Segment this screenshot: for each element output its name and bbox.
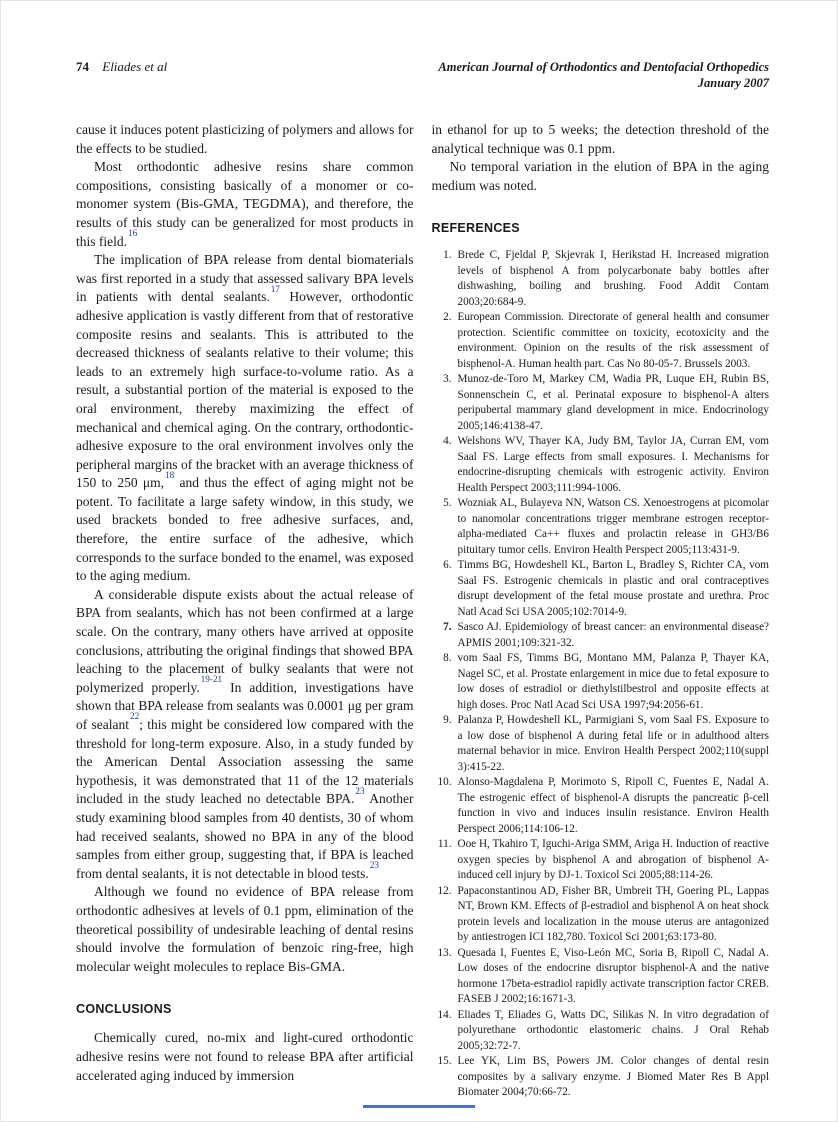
- reference-number: 9.: [443, 714, 452, 727]
- reference-text: Brede C, Fjeldal P, Skjevrak I, Herikstad H. Increased migration levels of bisphenol A from polycarbonate baby bottles after dishwashing, boiling and brushing. Food Addit Contam 2003;20:684-9.: [457, 249, 769, 308]
- citation-superscript[interactable]: 23: [355, 785, 365, 796]
- left-column: [76, 121, 414, 1101]
- reference-item: [432, 496, 770, 558]
- running-authors: Eliades et al: [102, 59, 168, 74]
- issue-date: January 2007: [697, 76, 769, 90]
- paragraph: in ethanol for up to 5 weeks; the detection threshold of the analytical technique was 0.1 ppm.: [431, 122, 769, 156]
- discussion-text: [76, 121, 414, 976]
- reference-text: Lee YK, Lim BS, Powers JM. Color changes of dental resin composites by a salivary enzyme. J Biomed Mater Res B Appl Biomater 2004;70:66-72.: [457, 1055, 769, 1099]
- citation-superscript[interactable]: 17: [270, 283, 280, 294]
- reference-item: [432, 884, 770, 946]
- conclusions-text: [76, 1029, 414, 1085]
- paragraph: Chemically cured, no-mix and light-cured orthodontic adhesive resins were not found to release BPA after artificial accelerated aging induced by immersion: [76, 1030, 414, 1083]
- reference-item: [432, 651, 770, 713]
- reference-list: [432, 248, 770, 1101]
- citation-superscript[interactable]: 22: [130, 711, 140, 722]
- reference-number: 11.: [437, 838, 452, 851]
- reference-number: 10.: [437, 776, 452, 789]
- running-header-right: [438, 59, 769, 91]
- paragraph: Although we found no evidence of BPA release from orthodontic adhesives at levels of 0.1 ppm, elimination of the theoretical possibility of undesirable leaching of dental resins should involve the formulation of benzoic ring-free, high molecular weight molecules to replace Bis-GMA.: [76, 884, 414, 974]
- reference-number: 12.: [437, 884, 452, 897]
- reference-item: [432, 1008, 770, 1055]
- paragraph: No temporal variation in the elution of BPA in the aging medium was noted.: [431, 159, 769, 193]
- reference-text: Ooe H, Tkahiro T, Iguchi-Ariga SMM, Ariga H. Induction of reactive oxygen species by bisphenol A and abrogation of bisphenol A-induced cell injury by DJ-1. Toxicol Sci 2005;88:114-26.: [457, 838, 769, 882]
- reference-text: Eliades T, Eliades G, Watts DC, Silikas N. In vitro degradation of polyurethane orthodontic elastomeric chains. J Oral Rehab 2005;32:72-7.: [457, 1008, 769, 1052]
- reference-number: 13.: [437, 946, 452, 959]
- reference-number: 2.: [443, 311, 452, 324]
- reference-text: Timms BG, Howdeshell KL, Barton L, Bradley S, Richter CA, vom Saal FS. Estrogenic chemicals in plastic and oral contraceptives disrupt development of the fetal mouse prostate and urethra. Proc Natl Acad Sci USA 2005;102:7014-9.: [457, 559, 769, 618]
- reference-text: Quesada I, Fuentes E, Viso-León MC, Soria B, Ripoll C, Nadal A. Low doses of the endocrine disruptor bisphenol-A and the native hormone 17beta-estradiol rapidly activate transcription factor CREB. FASEB J 2002;16:1671-3.: [457, 946, 769, 1006]
- reference-number: 4.: [443, 435, 452, 448]
- journal-title: American Journal of Orthodontics and Dentofacial Orthopedics: [438, 60, 769, 74]
- reference-text: Palanza P, Howdeshell KL, Parmigiani S, vom Saal FS. Exposure to a low dose of bisphenol A during fetal life or in adulthood alters maternal behavior in mice. Environ Health Perspect 2002;110(suppl 3):415-22.: [457, 714, 769, 773]
- paragraph: Most orthodontic adhesive resins share common compositions, consisting basically of a monomer or co-monomer system (Bis-GMA, TEGDMA), and therefore, the results of this study can be generalized for most products in this field.$^{16}$: [76, 159, 414, 249]
- two-column-body: [76, 121, 769, 1101]
- reference-text: Wozniak AL, Bulayeva NN, Watson CS. Xenoestrogens at picomolar to nanomolar concentrations trigger membrane estrogen receptor-alpha-mediated Ca++ fluxes and prolactin release in GH3/B6 pituitary tumor cells. Environ Health Perspect 2005;113:431-9.: [457, 497, 769, 556]
- reference-item: [432, 310, 770, 372]
- reference-item: [432, 620, 770, 651]
- reference-item: [432, 837, 770, 884]
- reference-text: Sasco AJ. Epidemiology of breast cancer: an environmental disease? APMIS 2001;109:321-32.: [457, 621, 769, 649]
- reference-text: Alonso-Magdalena P, Morimoto S, Ripoll C, Fuentes E, Nadal A. The estrogenic effect of bisphenol-A disrupts the pancreatic β-cell function in vivo and induces insulin resistance. Environ Health Perspect 2006;114:106-12.: [457, 776, 769, 835]
- reference-number: 7.: [443, 621, 452, 634]
- citation-superscript[interactable]: 16: [128, 227, 138, 238]
- reference-number: 3.: [443, 373, 452, 386]
- reference-text: Papaconstantinou AD, Fisher BR, Umbreit TH, Goering PL, Lappas NT, Brown KM. Effects of β-estradiol and bisphenol A on heat shock protein levels and localization in the mouse uterus are antagonized by antiestrogen ICI 182,780. Toxicol Sci 2001;63:173-80.: [457, 884, 769, 944]
- conclusions-continued-text: [432, 121, 770, 195]
- reference-number: 8.: [443, 652, 452, 665]
- paragraph: The implication of BPA release from dental biomaterials was first reported in a study that assessed salivary BPA levels in patients with dental sealants.$^{17}$ However, orthodontic adhesive application is vastly different from that of restorative composite resins and sealants. This is attributed to the decreased thickness of sealants relative to their volume; this leads to an extremely high surface-to-volume ratio. As a result, a substantial portion of the material is exposed to the oral environment, thereby maximizing the effect of mechanical and chemical aging. On the contrary, orthodontic-adhesive exposure to the oral environment involves only the peripheral margins of the bracket with an average thickness of 150 to 250 μm,$^{18}$ and thus the effect of aging might not be potent. To facilitate a large safety window, in this study, we used brackets bonded to free adhesive surfaces, and, therefore, the entire surface of the adhesive, which corresponds to the surface bonded to the enamel, was exposed to the aging medium.: [76, 252, 414, 584]
- reference-number: 15.: [437, 1055, 452, 1068]
- reference-item: [432, 713, 770, 775]
- running-header: [76, 59, 769, 91]
- reference-number: 5.: [443, 497, 452, 510]
- reference-item: [432, 434, 770, 496]
- references-heading: REFERENCES: [431, 221, 520, 236]
- reference-item: [432, 946, 770, 1008]
- citation-superscript[interactable]: 18: [165, 469, 175, 480]
- reference-item: [432, 775, 770, 837]
- page-bottom-marker: [363, 1105, 475, 1108]
- reference-text: vom Saal FS, Timms BG, Montano MM, Palanza P, Thayer KA, Nagel SC, et al. Prostate enlargement in mice due to fetal exposure to low doses of estradiol or diethylstilbestrol and opposite effects at high doses. Proc Natl Acad Sci USA 1997;94:2056-61.: [457, 652, 769, 711]
- citation-superscript[interactable]: 19-21: [200, 674, 223, 685]
- reference-item: [432, 372, 770, 434]
- reference-number: 14.: [437, 1008, 452, 1021]
- reference-number: 6.: [443, 559, 452, 572]
- right-column: [432, 121, 770, 1101]
- paragraph: A considerable dispute exists about the actual release of BPA from sealants, which has not been confirmed at a large scale. On the contrary, many others have arrived at opposite conclusions, attributing the original findings that showed BPA leaching to the placement of bulky sealants that were not polymerized properly.$^{19-21}$ In addition, investigations have shown that BPA release from sealants was 0.0001 μg per gram of sealant$^{22}$; this might be considered low compared with the threshold for long-term exposure. Also, in a study funded by the American Dental Association assessing the same hypothesis, it was demonstrated that 11 of the 12 materials included in the study leached no detectable BPA.$^{23}$ Another study examining blood samples from 40 dentists, 30 of whom had received sealants, showed no BPA in any of the blood samples from either group, suggesting that, if BPA is leached from dental sealants, it is not detectable in blood tests.$^{23}$: [76, 586, 414, 881]
- reference-text: Munoz-de-Toro M, Markey CM, Wadia PR, Luque EH, Rubin BS, Sonnenschein C, et al. Perinatal exposure to bisphenol-A alters peripubertal mammary gland development in mice. Endocrinology 2005;146:4138-47.: [457, 373, 769, 432]
- conclusions-heading: CONCLUSIONS: [76, 1002, 172, 1017]
- citation-superscript[interactable]: 23: [369, 860, 379, 871]
- running-header-left: [76, 59, 167, 75]
- reference-text: Welshons WV, Thayer KA, Judy BM, Taylor JA, Curran EM, vom Saal FS. Large effects from small exposures. I. Mechanisms for endocrine-disrupting chemicals with estrogenic activity. Environ Health Perspect 2003;111:994-1006.: [457, 435, 769, 494]
- reference-item: [432, 1054, 770, 1101]
- reference-number: 1.: [443, 249, 452, 262]
- paragraph: cause it induces potent plasticizing of polymers and allows for the effects to be studied.: [76, 122, 414, 156]
- reference-item: [432, 248, 770, 310]
- reference-text: European Commission. Directorate of general health and consumer protection. Scientific committee on toxicity, ecotoxicity and the environment. Opinion on the results of the risk assessment of bisphenol-A. Human health part. Cas No 80-05-7. Brussels 2003.: [457, 311, 769, 370]
- page-number: 74: [76, 59, 89, 74]
- reference-item: [432, 558, 770, 620]
